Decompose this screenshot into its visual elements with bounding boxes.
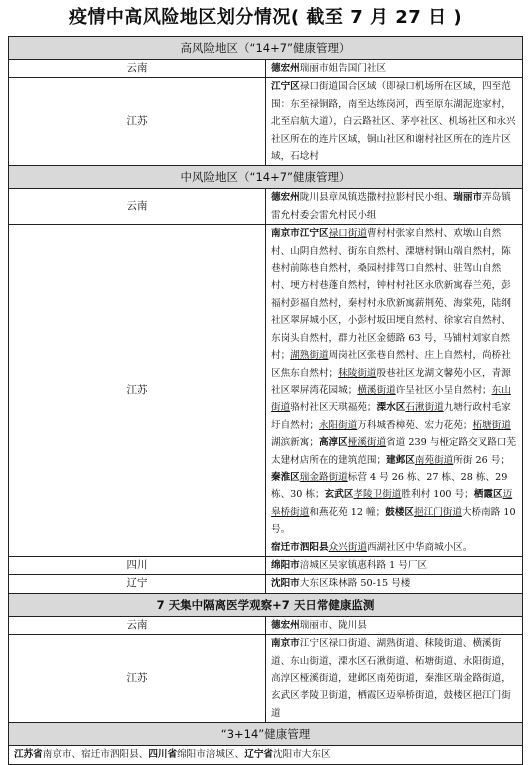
table-row <box>9 225 523 557</box>
province-cell: 云南 <box>9 189 266 225</box>
street-name: 南苑街道 <box>414 454 454 466</box>
area-text: 大东区珠林路 50-15 号楼 <box>299 578 411 590</box>
table-row <box>9 60 523 78</box>
section-header-plus <box>9 723 523 746</box>
street-name: 挹江门街道 <box>414 506 462 518</box>
section-header-mid <box>9 166 523 189</box>
street-name: 桠溪街道 <box>347 437 387 449</box>
table-row <box>9 556 523 574</box>
area-cell <box>266 78 523 166</box>
observe-header: 7 天集中隔离医学观察+7 天日常健康监测 <box>9 593 523 616</box>
area-text: 涪城区吴家镇惠科路 1 号厂区 <box>299 559 428 571</box>
street-name: 孝陵卫街道 <box>353 489 402 501</box>
section-header-high <box>9 37 523 60</box>
area-text: 江宁区禄口街道、湖熟街道、秣陵街道、横溪街道、东山街道，溧水区石湫街道、柘塘街道、永阳街道，高淳区桠溪街道，建邺区南苑街道，秦淮区瑞金路街道，玄武区孝陵卫街道，栖霞区迈皋桥街道，鼓楼区挹江门街道 <box>271 638 511 719</box>
province-cell: 江苏 <box>9 78 266 166</box>
street-name: 永阳街道 <box>318 419 358 431</box>
area-text: 殷巷社区龙湖文馨苑小区，青源社区翠屏湾花园城； <box>271 367 511 396</box>
region-name: 鼓楼区 <box>385 506 415 518</box>
table-row <box>9 635 523 723</box>
street-name: 秣陵街道 <box>338 367 377 379</box>
area-text: 骆村社区天琪福苑； <box>290 402 377 414</box>
area-cell <box>266 225 523 557</box>
area-text: 弄岛镇雷允村委会雷允村民小组 <box>271 192 511 221</box>
area-text: 胜利村 100 号； <box>401 489 474 501</box>
area-cell <box>266 635 523 723</box>
area-text: 瑞丽市、陇川县 <box>299 619 367 631</box>
area-text: 南京市、宿迁市泗阳县、 <box>42 749 149 761</box>
region-name: 栖霞区 <box>473 489 503 501</box>
area-cell <box>266 556 523 574</box>
area-text: 西湖社区中华商城小区。 <box>366 541 473 553</box>
high-risk-header: 高风险地区（“14+7”健康管理） <box>9 37 523 60</box>
region-name: 南京市江宁区 <box>271 228 329 240</box>
province-cell: 江苏 <box>9 635 266 723</box>
region-name: 德宏州 <box>271 63 300 74</box>
area-text: 标营 4 号 26 栋、27 栋、28 栋、29 栋、30 栋； <box>271 471 508 501</box>
risk-area-table <box>8 36 523 765</box>
table-row <box>9 189 523 225</box>
area-text: 瑞丽市姐告国门社区 <box>299 63 387 74</box>
area-cell <box>9 746 523 764</box>
area-text: 陇川县章凤镇迭撒村拉影村民小组、 <box>299 192 454 204</box>
area-text: 所街 26 号； <box>453 454 510 466</box>
region-name: 辽宁省 <box>244 749 274 761</box>
area-cell <box>266 575 523 593</box>
area-text: 绵阳市涪城区、 <box>177 749 245 761</box>
table-row <box>9 616 523 634</box>
region-name: 玄武区 <box>324 489 354 501</box>
area-text: 周岗社区张巷自然村、庄上自然村，尚桥社区焦东自然村； <box>271 350 511 379</box>
area-cell <box>266 189 523 225</box>
street-name: 禄口街道 <box>328 228 367 240</box>
region-name: 德宏州 <box>271 192 300 204</box>
province-cell: 江苏 <box>9 225 266 557</box>
street-name: 众兴街道 <box>328 541 367 553</box>
street-name: 东山街道 <box>271 384 511 414</box>
region-name: 建邺区 <box>386 454 415 466</box>
area-text: 和燕花苑 12 幢； <box>309 506 386 518</box>
region-name: 秦淮区 <box>271 471 300 483</box>
street-name: 湖熟街道 <box>290 350 329 362</box>
mid-risk-header: 中风险地区（“14+7”健康管理） <box>9 166 523 189</box>
page-title: 疫情中高风险地区划分情况( 截至 7 月 27 日 ) <box>68 7 463 28</box>
table-row <box>9 746 523 764</box>
region-name: 江苏省 <box>14 749 43 761</box>
area-cell <box>266 616 523 634</box>
section-header-observe <box>9 593 523 616</box>
table-row <box>9 575 523 593</box>
area-text: 万科城香樟苑、宏力花苑； <box>357 419 473 431</box>
area-text: 沈阳市大东区 <box>273 749 331 761</box>
street-name: 迈皋桥街道 <box>271 489 513 518</box>
province-cell: 云南 <box>9 60 266 78</box>
province-cell: 云南 <box>9 616 266 634</box>
region-name: 德宏州 <box>271 619 300 631</box>
province-cell: 四川 <box>9 556 266 574</box>
street-name: 横溪街道 <box>357 384 396 396</box>
street-name: 石湫街道 <box>405 402 444 414</box>
region-name: 绵阳市 <box>271 559 300 571</box>
area-text: 省道 239 与桠定路交叉路口芜太建材店所在的建筑范围； <box>271 437 517 466</box>
region-name: 溧水区 <box>376 402 406 414</box>
area-text: 曹村村张家自然村、欢墩山自然村、山阴自然村、街东自然村、溧塘村铜山端自然村，陈巷村前陈巷自然村，桑园村排驾口自然村、驻驾山自然村、埂方村巷蓬自然村，钟村村社区永欣新寓春兰苑，彭福村彭福自然村，秦村村永欣新寓薪荆苑、海棠苑，陆纲社区翠屏城小区，小彭村坂田埂自然村、徐家宕自然村、东岗头自然村，群力社区金德路 63 号，马铺村刘家自然村； <box>271 228 511 362</box>
table-row <box>9 78 523 166</box>
region-name: 四川省 <box>148 749 178 761</box>
region-name: 宿迁市泗阳县 <box>271 541 329 553</box>
region-name: 高淳区 <box>318 437 348 449</box>
area-cell <box>266 60 523 78</box>
area-text: 湖滨新寓； <box>271 437 319 449</box>
street-name: 瑞金路街道 <box>299 471 348 483</box>
region-name: 南京市 <box>271 638 300 650</box>
area-text: 九塘行政村毛家圩自然村； <box>271 402 511 431</box>
region-name: 瑞丽市 <box>453 192 483 204</box>
area-text: 禄口街道国合区域（即禄口机场所在区域，四至范围：东至禄铜路，南至达练岗河，西至原东湖泥迩家村，北至启航大道），白云路社区、茅亭社区、机场社区和永兴社区所在的连片区域，铜山社区和谢村社区所在的连片区域，石埝村 <box>271 81 516 163</box>
region-name: 江宁区 <box>271 81 300 93</box>
plus-header: “3+14”健康管理 <box>9 723 523 746</box>
street-name: 柘塘街道 <box>472 419 511 431</box>
province-cell: 辽宁 <box>9 575 266 593</box>
area-text: 大桥南路 10 号。 <box>271 506 516 536</box>
area-text: 许呈社区小呈自然村； <box>395 384 492 396</box>
region-name: 沈阳市 <box>271 578 300 590</box>
